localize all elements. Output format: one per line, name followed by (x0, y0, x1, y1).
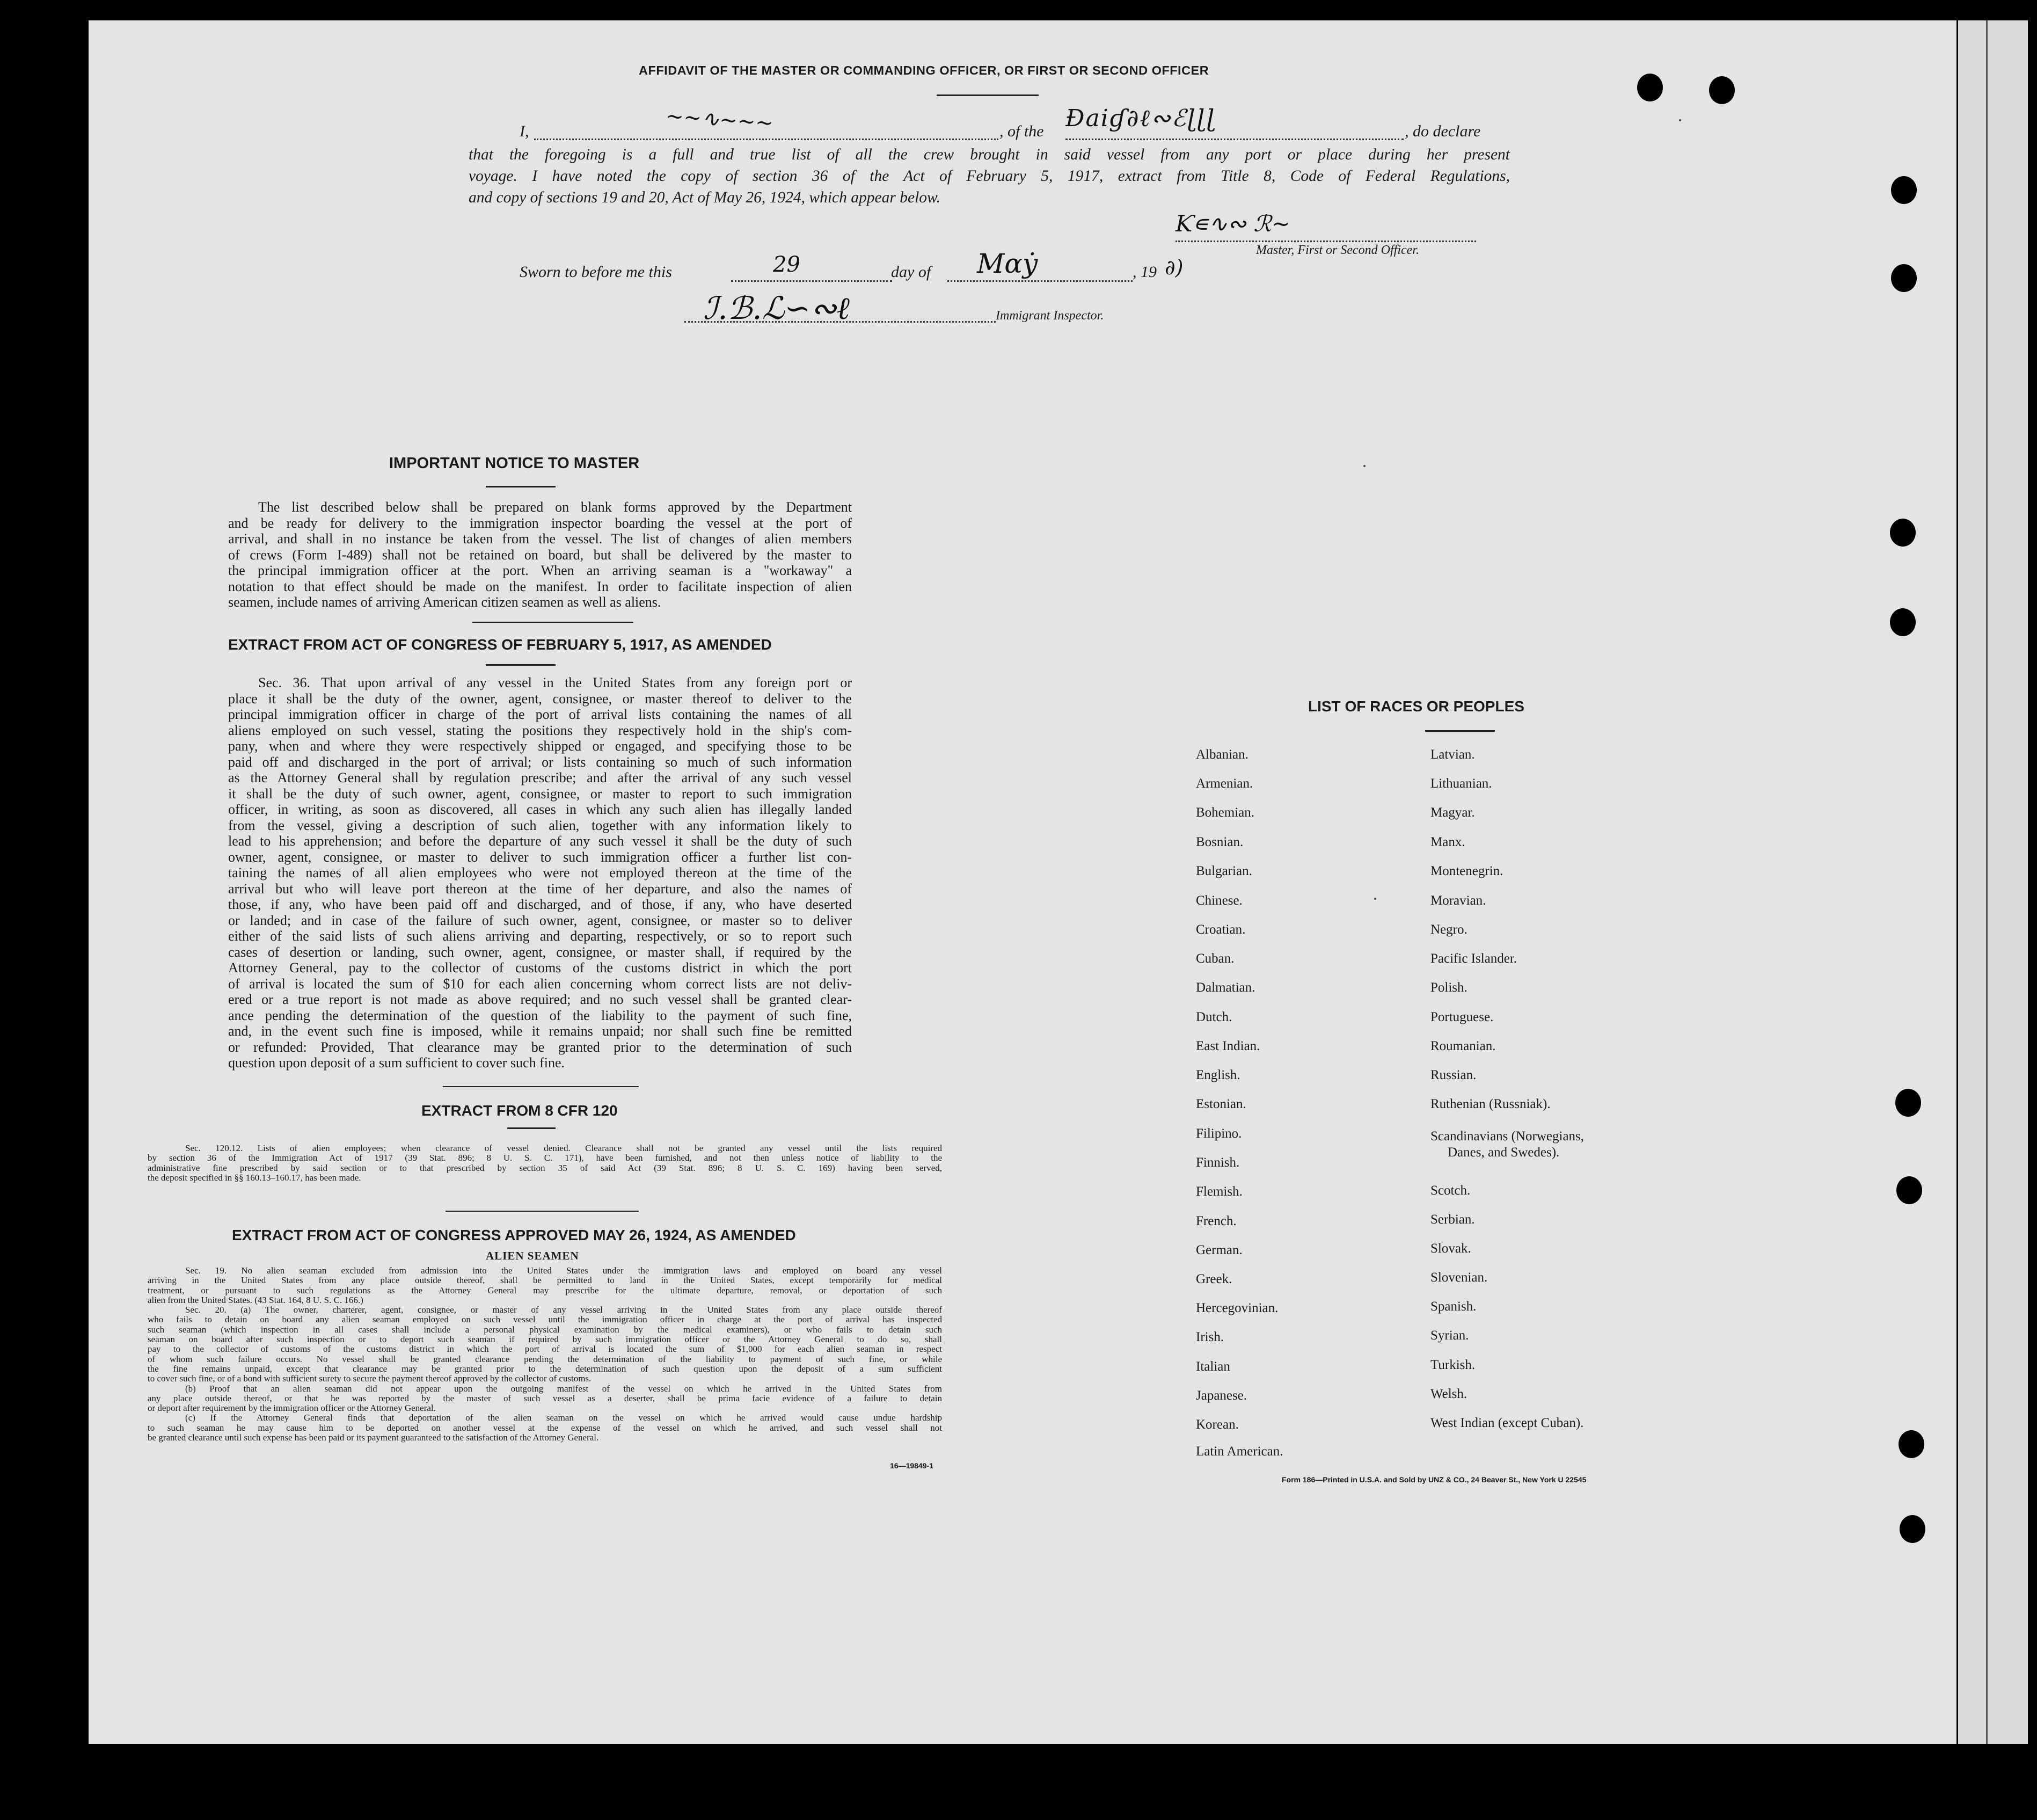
extract-1924-line: (b) Proof that an alien seaman did not appear upon the outgoing manifest of the vessel on which he arrived in the United States from (185, 1383, 942, 1394)
race-item: Moravian. (1430, 893, 1486, 908)
race-item: Spanish. (1430, 1299, 1477, 1314)
extract-1924-line: treatment, or pursuant to such regulations as the Attorney General may prescribe for the ultimate departure, removal, or deportation of such (148, 1285, 942, 1295)
divider (472, 622, 633, 623)
notice-body (228, 499, 852, 610)
race-item: Chinese. (1196, 893, 1243, 908)
sworn-month-handwriting: Mαẏ (977, 248, 1038, 279)
race-item: Bosnian. (1196, 835, 1244, 849)
cfr-heading: EXTRACT FROM 8 CFR 120 (421, 1102, 618, 1119)
notice-line: of crews (Form I-489) shall not be retained on board, but shall be delivered by the master to (228, 547, 852, 563)
extract-1924-line: pay to the collector of customs of the customs district in which the port of arrival is located the sum of $1,000 for each alien seaman in respect (148, 1344, 942, 1355)
race-item: Dutch. (1196, 1010, 1232, 1024)
race-item: Manx. (1430, 835, 1465, 849)
race-item: West Indian (except Cuban). (1430, 1416, 1584, 1430)
do-declare-label: , do declare (1405, 122, 1481, 140)
extract-1917-line: lead to his apprehension; and before the departure of any such vessel it shall be the duty of such (228, 833, 852, 849)
notice-line: and be ready for delivery to the immigration inspector boarding the vessel at the port of (228, 515, 852, 531)
extract-1924-heading: EXTRACT FROM ACT OF CONGRESS APPROVED MAY 26, 1924, AS AMENDED (232, 1227, 796, 1243)
race-item: English. (1196, 1068, 1240, 1082)
page-edge-line (1986, 20, 1988, 1744)
divider (507, 1127, 556, 1129)
race-item: Serbian. (1430, 1212, 1475, 1227)
punch-hole (1896, 1176, 1922, 1204)
notice-heading: IMPORTANT NOTICE TO MASTER (389, 455, 640, 472)
master-signature: Ƙ∊∿∾ ℛ~ (1176, 210, 1290, 237)
extract-1924-line: (c) If the Attorney General finds that deportation of the alien seaman on the vessel on which he arrived would cause undue hardship (185, 1413, 942, 1423)
affidavit-line-1: that the foregoing is a full and true list of all the crew brought in said vessel from any port or place during her present (469, 146, 1510, 163)
cfr-line: administrative fine prescribed by said section or to that prescribed by section 35 of said Act (39 Stat. 896; 8 U. S. C. 169) having been served, (148, 1162, 942, 1173)
race-item: Hercegovinian. (1196, 1301, 1279, 1315)
cfr-line: the deposit specified in §§ 160.13–160.17, has been made. (148, 1172, 361, 1183)
punch-hole (1899, 1430, 1924, 1458)
extract-1924-line: such seaman (which inspection in all cases shall include a personal physical examination by the medical examiners), or who fails to detain such (148, 1324, 942, 1335)
extract-1917-line: it shall be the duty of such owner, agent, consignee, or master to report to such immigration (228, 785, 852, 802)
extract-1917-line: aliens employed on such vessel, stating the positions they respectively hold in the ship's com- (228, 722, 852, 738)
sworn-day-handwriting: 29 (773, 252, 800, 277)
divider (486, 486, 556, 487)
race-item: Slovak. (1430, 1241, 1471, 1256)
extract-1917-line: and, in the event such fine is imposed, while it remains unpaid; nor shall such fine be remitted (228, 1023, 852, 1039)
race-item: Japanese. (1196, 1388, 1247, 1403)
sworn-month-line (947, 280, 1133, 282)
race-item: Polish. (1430, 980, 1467, 995)
divider (486, 664, 556, 666)
race-item: East Indian. (1196, 1039, 1260, 1053)
extract-1917-line: arrival but who will leave port thereon at the time of her departure, and also the names of (228, 880, 852, 897)
master-name-line (534, 139, 998, 140)
extract-1917-heading: EXTRACT FROM ACT OF CONGRESS OF FEBRUARY 5, 1917, AS AMENDED (228, 636, 772, 653)
race-item: Estonian. (1196, 1097, 1246, 1111)
race-item: German. (1196, 1243, 1243, 1257)
inspector-signature: ℐ.ℬ.ℒ∽∾ℓ (703, 290, 850, 326)
extract-1924-line: seaman on board after such inspection or to deport such seaman if required by such immigration officer or the Attorney General to do so, shall (148, 1334, 942, 1345)
divider (443, 1086, 639, 1087)
extract-1924-line: be granted clearance until such expense has been paid or its payment guaranteed to the satisfaction of the Attorney General. (148, 1432, 599, 1443)
vessel-name-handwriting: Ɖaiɠ∂ℓ∾ℰɭɭɭ (1065, 105, 1216, 132)
form-code: 16—19849-1 (890, 1461, 933, 1470)
affidavit-i-label: I, (520, 122, 529, 140)
race-item: Croatian. (1196, 922, 1246, 937)
race-item: Filipino. (1196, 1126, 1242, 1141)
race-item: Montenegrin. (1430, 864, 1503, 878)
extract-1924-body (148, 1266, 942, 1443)
day-of-label: day of (891, 263, 931, 281)
punch-hole (1891, 264, 1917, 292)
notice-line: arrival, and shall in no instance be taken from the vessel. The list of changes of alien members (228, 531, 852, 547)
race-item: Albanian. (1196, 747, 1249, 762)
race-item: Slovenian. (1430, 1270, 1488, 1285)
extract-1917-line: pany, when and where they were respectively shipped or engaged, and specifying those to be (228, 738, 852, 754)
race-item: Irish. (1196, 1330, 1224, 1344)
extract-1917-line: ered or a true report is not made as above required; and no such vessel shall be granted clear- (228, 992, 852, 1007)
extract-1924-line: any place outside thereof, or that he was reported by the master of such vessel as a deserter, shall be prima facie evidence of a failure to detain (148, 1393, 942, 1403)
speck (1679, 119, 1681, 121)
race-item: Pacific Islander. (1430, 951, 1517, 966)
extract-1924-line: to cover such fine, or of a bond with sufficient surety to secure the payment thereof approved by the collector of customs. (148, 1373, 592, 1384)
extract-1917-line: principal immigration officer in charge of the port of arrival lists containing the names of all (228, 707, 852, 722)
affidavit-line-2: voyage. I have noted the copy of section 36 of the Act of February 5, 1917, extract from Title 8, Code of Federal Regulations, (469, 168, 1510, 185)
notice-line: seamen, include names of arriving American citizen seamen as well as aliens. (228, 594, 661, 610)
form-footer: Form 186—Printed in U.S.A. and Sold by UNZ & CO., 24 Beaver St., New York U 22545 (1282, 1475, 1587, 1484)
affidavit-line-3: and copy of sections 19 and 20, Act of May 26, 1924, which appear below. (469, 189, 940, 206)
extract-1917-line: Sec. 36. That upon arrival of any vessel in the United States from any foreign port or (258, 675, 852, 690)
sworn-label: Sworn to before me this (520, 263, 672, 281)
race-item: Armenian. (1196, 776, 1253, 791)
notice-line: the principal immigration officer at the port. When an arriving seaman is a "workaway" a (228, 563, 852, 578)
punch-hole (1890, 519, 1916, 547)
notice-line: notation to that effect should be made on the manifest. In order to facilitate inspection of alien (228, 578, 852, 594)
extract-1924-line: who fails to detain on board any alien seaman employed on such vessel until the immigration officer in charge at the port of arrival has inspected (148, 1314, 942, 1325)
extract-1924-subheading: ALIEN SEAMEN (486, 1249, 579, 1262)
extract-1917-line: owner, agent, consignee, or master to deliver to such immigration officer a further list con- (228, 849, 852, 865)
notice-line: The list described below shall be prepared on blank forms approved by the Department (258, 499, 852, 515)
extract-1917-line: as the Attorney General shall by regulation prescribe; and after the arrival of any such vessel (228, 770, 852, 785)
punch-hole (1637, 74, 1663, 101)
vessel-name-line (1065, 139, 1404, 140)
speck (1374, 898, 1376, 900)
speck (1363, 465, 1366, 467)
master-signature-line (1176, 241, 1476, 242)
races-heading: LIST OF RACES OR PEOPLES (1308, 698, 1524, 715)
punch-hole (1900, 1515, 1925, 1543)
race-item: Lithuanian. (1430, 776, 1492, 791)
punch-hole (1709, 76, 1735, 104)
race-item: Korean. (1196, 1417, 1239, 1432)
race-item: Welsh. (1430, 1387, 1467, 1401)
extract-1917-line: taining the names of all alien employees who were not employed thereon at the time of the (228, 865, 852, 880)
extract-1917-line: question upon deposit of a sum sufficient to cover such fine. (228, 1055, 565, 1071)
of-the-label: , of the (999, 122, 1044, 140)
year-label: , 19 (1133, 263, 1157, 281)
race-item: Scotch. (1430, 1183, 1471, 1198)
race-item: Greek. (1196, 1272, 1232, 1286)
divider (1425, 730, 1495, 732)
race-item: Dalmatian. (1196, 980, 1255, 995)
inspector-caption: Immigrant Inspector. (996, 309, 1104, 323)
race-item: Finnish. (1196, 1155, 1240, 1170)
extract-1917-line: place it shall be the duty of the owner, agent, consignee, or master thereof to deliver to the (228, 690, 852, 707)
race-item: Cuban. (1196, 951, 1235, 966)
extract-1924-line: of whom such failure occurs. No vessel shall be granted clearance pending the determination of the liability to payment of such fine, or while (148, 1353, 942, 1364)
race-item: Turkish. (1430, 1358, 1476, 1372)
race-item: Ruthenian (Russniak). (1430, 1097, 1551, 1111)
race-item: Magyar. (1430, 805, 1475, 820)
sworn-year-handwriting: ∂) (1165, 256, 1184, 279)
cfr-line: by section 36 of the Immigration Act of 1917 (39 Stat. 896; 8 U. S. C. 171), have been furnished, and not then unless notice of liability to the (148, 1153, 942, 1163)
extract-1924-line: Sec. 19. No alien seaman excluded from admission into the United States under the immigration laws and employed on board any vessel (185, 1265, 942, 1276)
punch-hole (1895, 1089, 1921, 1117)
extract-1917-line: ance pending the determination of the question of the liability to the payment of such fine, (228, 1007, 852, 1023)
race-item: Latvian. (1430, 747, 1475, 762)
extract-1917-line: of arrival is located the sum of $10 for each alien concerning whom correct lists are not deliv- (228, 975, 852, 992)
race-item: French. (1196, 1214, 1237, 1228)
extract-1917-line: Attorney General, pay to the collector of customs of the customs district in which the port (228, 960, 852, 975)
cfr-line: Sec. 120.12. Lists of alien employees; when clearance of vessel denied. Clearance shall not be granted any vessel until the lists required (185, 1143, 942, 1153)
master-name-handwriting: ~~∿~~~ (665, 104, 775, 136)
sworn-day-line (731, 280, 892, 282)
extract-1917-line: or refunded: Provided, That clearance may be granted prior to the determination of such (228, 1039, 852, 1055)
race-item: Portuguese. (1430, 1010, 1494, 1024)
extract-1917-body (228, 675, 852, 1071)
master-caption: Master, First or Second Officer. (1256, 243, 1419, 257)
extract-1917-line: or landed; and in case of the failure of such owner, agent, consignee, or master so to deliver (228, 912, 852, 928)
cfr-body (148, 1144, 942, 1183)
punch-hole (1891, 176, 1917, 204)
extract-1924-line: or deport after requirement by the immigration officer or the Attorney General. (148, 1403, 436, 1414)
race-item: Bohemian. (1196, 805, 1255, 820)
extract-1917-line: those, if any, who have been paid off and discharged, and of those, if any, who have deserted (228, 897, 852, 912)
race-item: Bulgarian. (1196, 864, 1252, 878)
divider (446, 1211, 639, 1212)
extract-1917-line: paid off and discharged in the port of arrival; or lists containing so much of such information (228, 754, 852, 770)
extract-1917-line: cases of desertion or landing, such owner, agent, consignee, or master shall, if required by the (228, 944, 852, 960)
extract-1924-line: Sec. 20. (a) The owner, charterer, agent, consignee, or master of any vessel arriving in the United States from any place outside thereof (185, 1305, 942, 1315)
race-item: Scandinavians (Norwegians, (1430, 1129, 1585, 1144)
race-item: Italian (1196, 1359, 1230, 1374)
race-item: Latin American. (1196, 1444, 1283, 1459)
extract-1917-line: officer, in writing, as soon as discovered, all cases in which any such alien has illegally landed (228, 802, 852, 817)
extract-1924-line: to such seaman he may cause him to be deported on another vessel at the expense of the vessel on which he arrived, and such vessel shall not (148, 1422, 942, 1433)
race-item: Flemish. (1196, 1184, 1243, 1199)
race-item: Roumanian. (1430, 1039, 1496, 1053)
punch-hole (1890, 608, 1916, 636)
race-item: Russian. (1430, 1068, 1477, 1082)
race-item: Negro. (1430, 922, 1467, 937)
page-edge (1958, 20, 2028, 1744)
divider (937, 94, 1039, 96)
race-item: Syrian. (1430, 1328, 1469, 1343)
affidavit-heading: AFFIDAVIT OF THE MASTER OR COMMANDING OFFICER, OR FIRST OR SECOND OFFICER (639, 63, 1209, 77)
race-item-continued: Danes, and Swedes). (1448, 1145, 1560, 1160)
extract-1917-line: from the vessel, giving a description of such alien, together with any information likely to (228, 817, 852, 833)
extract-1917-line: either of the said lists of such aliens arriving and departing, respectively, or so to report such (228, 928, 852, 944)
extract-1924-line: the fine remains unpaid, except that clearance may be granted prior to the determination of such question upon the deposit of a sum sufficient (148, 1363, 942, 1374)
extract-1924-line: alien from the United States. (43 Stat. 164, 8 U. S. C. 166.) (148, 1294, 363, 1305)
extract-1924-line: arriving in the United States from any place outside thereof, shall be permitted to land in the United States, except temporarily for medical (148, 1275, 942, 1286)
